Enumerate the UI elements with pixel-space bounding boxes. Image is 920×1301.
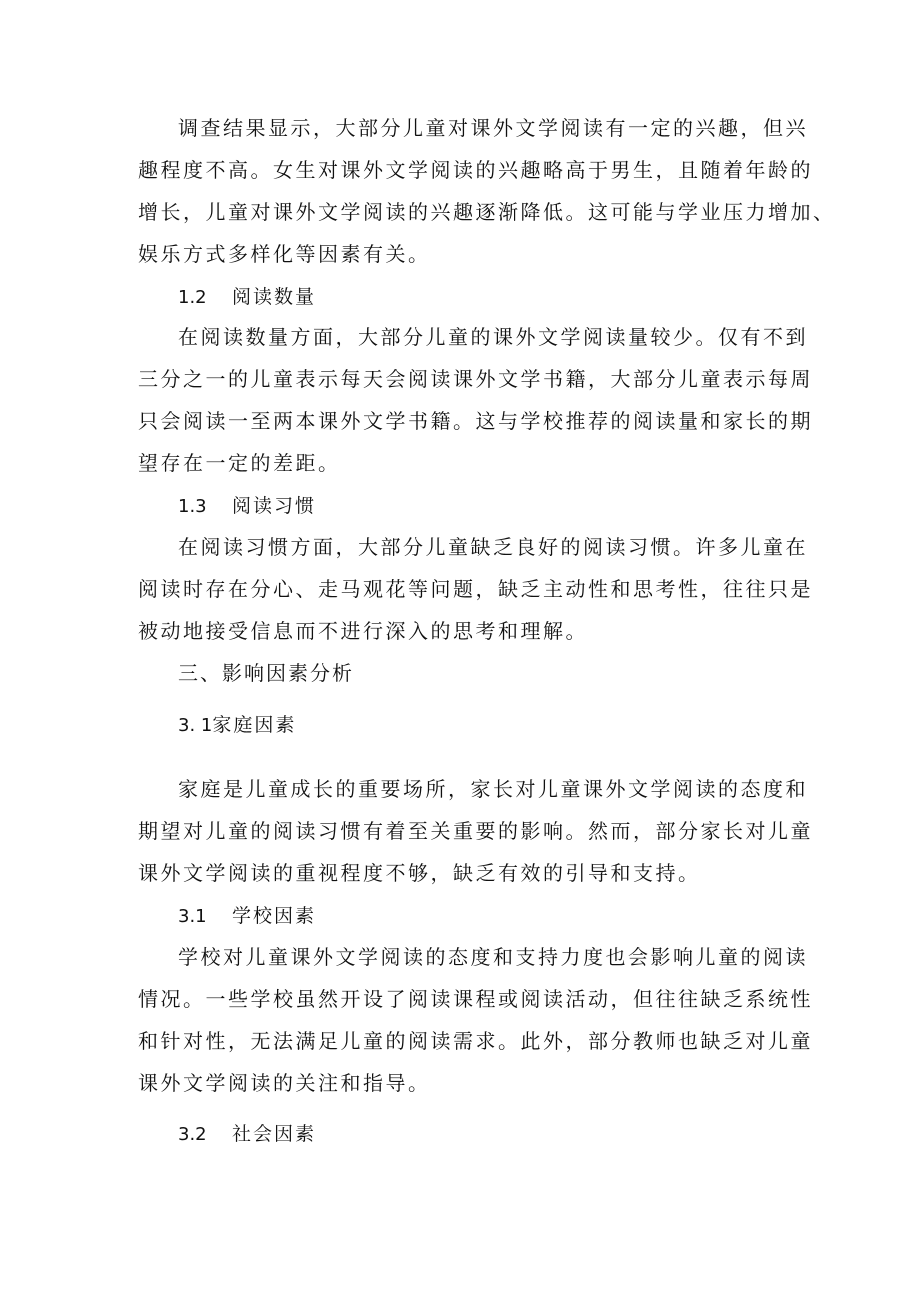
text-line: 增长，儿童对课外文学阅读的兴趣逐渐降低。这可能与学业压力增加、 [138,200,836,224]
section-title: 阅读数量 [232,286,317,308]
text-line: 三分之一的儿童表示每天会阅读课外文学书籍，大部分儿童表示每周 [138,367,813,391]
section-title: 学校因素 [232,905,317,927]
section-heading-3-1-family [178,713,296,738]
text-line: 被动地接受信息而不进行深入的思考和理解。 [138,619,588,643]
section-heading-1-3 [178,494,316,519]
section-number: 3. 1 [178,715,213,736]
section-heading-3: 三、影响因素分析 [178,661,354,685]
text-line: 课外文学阅读的重视程度不够，缺乏有效的引导和支持。 [138,861,701,885]
text-line: 调查结果显示，大部分儿童对课外文学阅读有一定的兴趣，但兴 [178,116,808,140]
section-heading-3-2 [178,1122,316,1147]
text-line: 在阅读数量方面，大部分儿童的课外文学阅读量较少。仅有不到 [178,325,808,349]
text-line: 期望对儿童的阅读习惯有着至关重要的影响。然而，部分家长对儿童 [138,819,813,843]
text-line: 娱乐方式多样化等因素有关。 [138,242,431,266]
text-line: 在阅读习惯方面，大部分儿童缺乏良好的阅读习惯。许多儿童在 [178,535,808,559]
text-line: 家庭是儿童成长的重要场所，家长对儿童课外文学阅读的态度和 [178,777,808,801]
section-number: 3.1 [178,906,207,927]
text-line: 望存在一定的差距。 [138,451,341,475]
section-title: 社会因素 [232,1123,317,1145]
text-line: 学校对儿童课外文学阅读的态度和支持力度也会影响儿童的阅读 [178,945,808,969]
section-number: 3.2 [178,1124,207,1145]
text-line: 和针对性，无法满足儿童的阅读需求。此外，部分教师也缺乏对儿童 [138,1029,813,1053]
section-heading-1-2 [178,285,316,310]
section-heading-3-1-school [178,904,316,929]
text-line: 趣程度不高。女生对课外文学阅读的兴趣略高于男生，且随着年龄的 [138,158,813,182]
text-line: 课外文学阅读的关注和指导。 [138,1071,431,1095]
text-line: 情况。一些学校虽然开设了阅读课程或阅读活动，但往往缺乏系统性 [138,987,813,1011]
text-line: 只会阅读一至两本课外文学书籍。这与学校推荐的阅读量和家长的期 [138,409,813,433]
section-title: 阅读习惯 [232,495,317,517]
text-line: 阅读时存在分心、走马观花等问题，缺乏主动性和思考性，往往只是 [138,577,813,601]
section-number: 1.2 [178,287,207,308]
section-number: 1.3 [178,496,207,517]
section-title: 家庭因素 [212,714,297,736]
